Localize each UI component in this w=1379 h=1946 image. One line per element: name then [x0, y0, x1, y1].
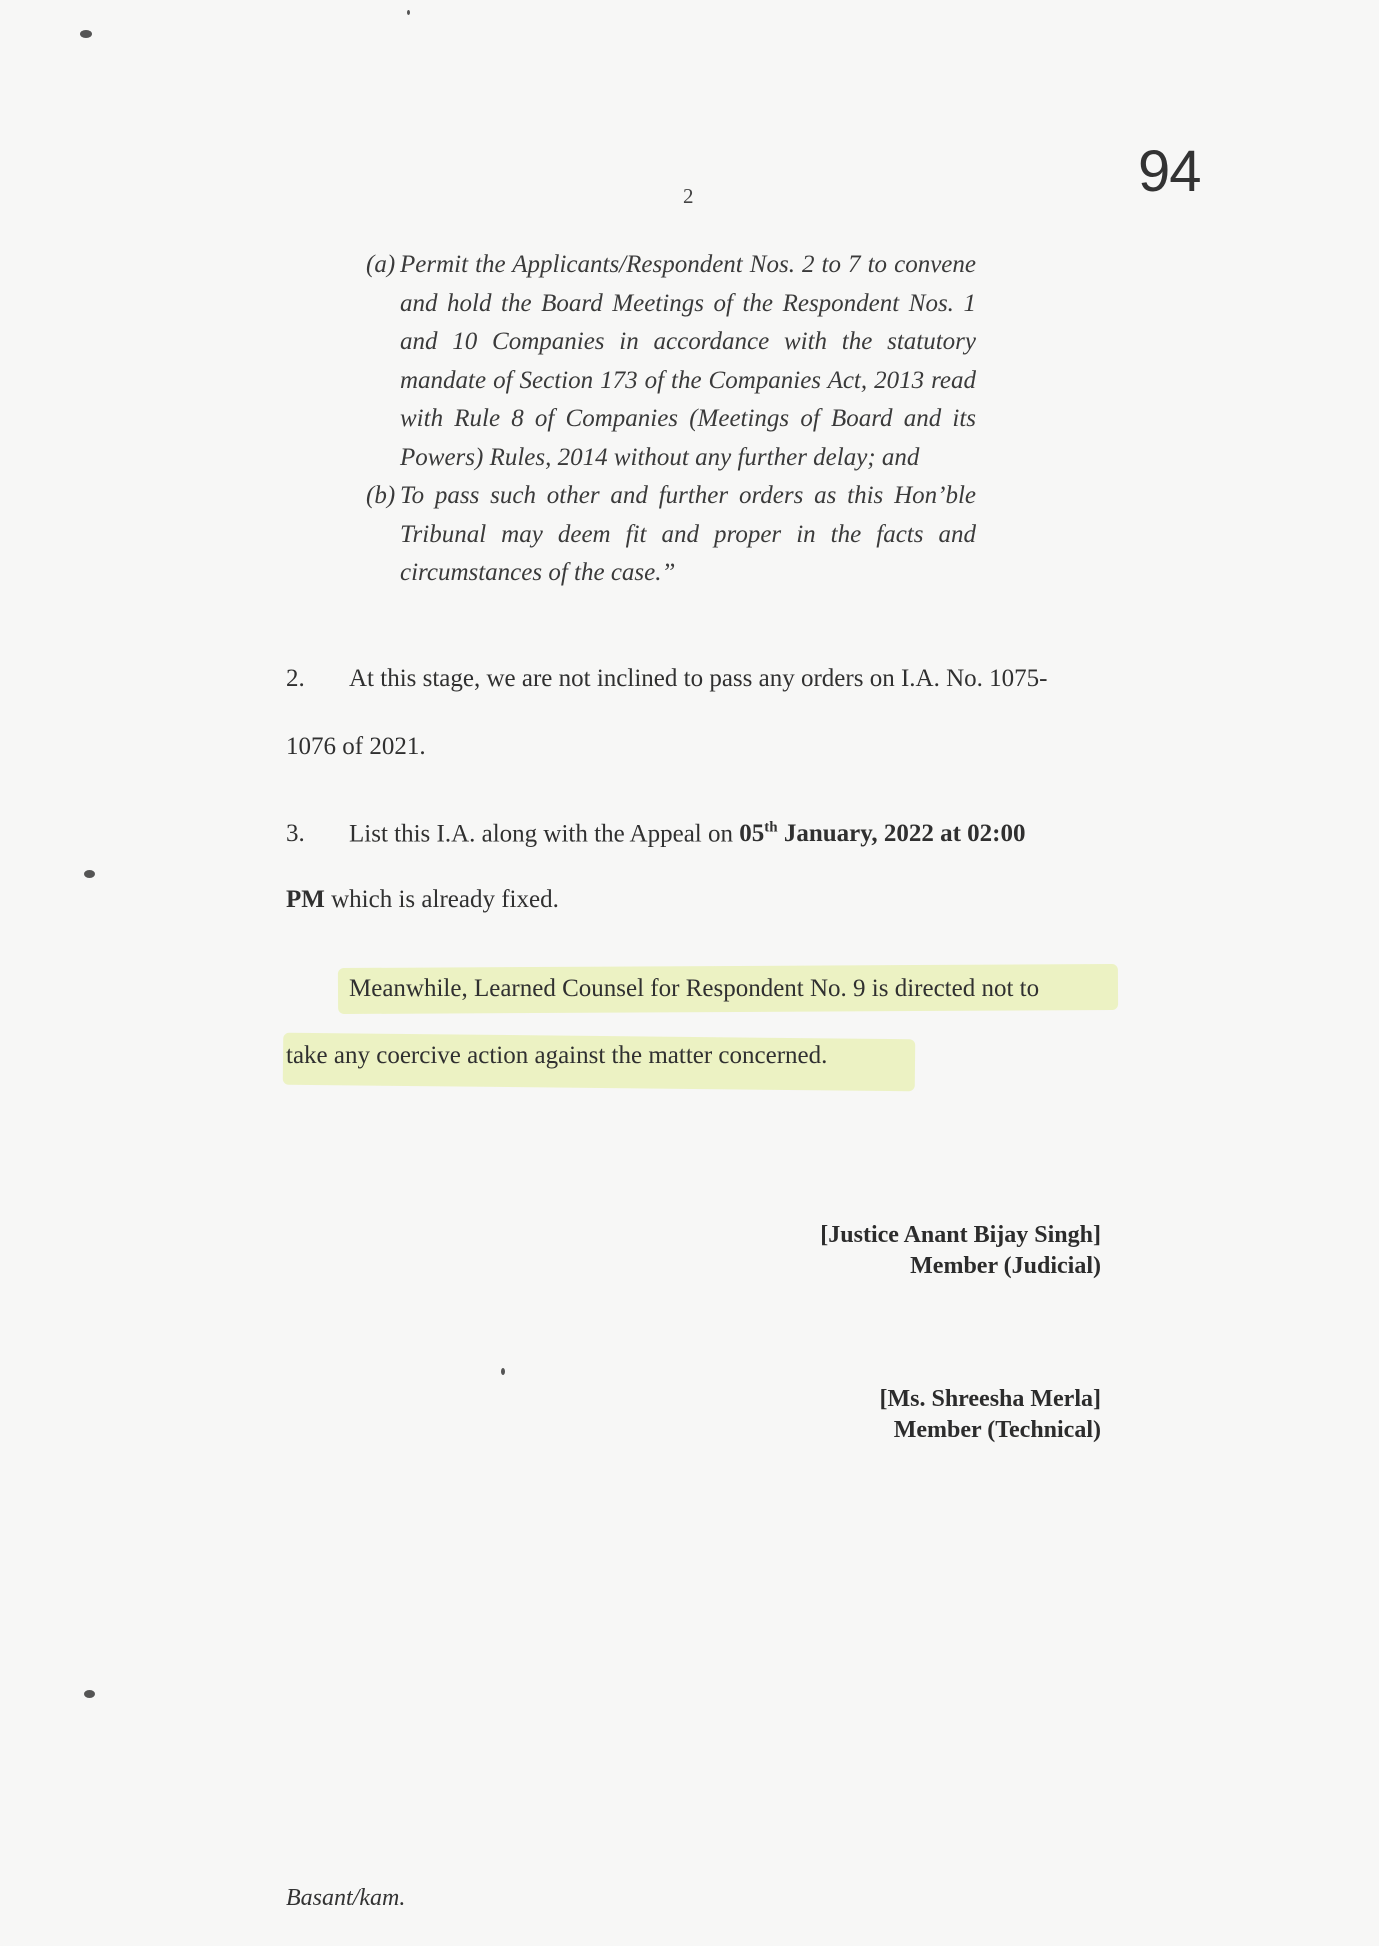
paragraph-line: 1076 of 2021.	[286, 733, 426, 760]
page-number: 2	[683, 184, 694, 208]
signatory-role: Member (Technical)	[893, 1417, 1101, 1443]
paragraph-number: 2.	[286, 665, 305, 692]
scan-speck	[84, 870, 95, 878]
clause-text: Permit the Applicants/Respondent Nos. 2 to 7 to convene and hold the Board Meetings of the Respondent Nos. 1 and 10 Companies in accordance with the statutory mandate of Section 173 of the Companies Act, 2013 read with Rule 8 of Companies (Meetings of Board and its Powers) Rules, 2014 without any further delay; and	[400, 251, 976, 471]
paragraph-line: Meanwhile, Learned Counsel for Respondent No. 9 is directed not to	[349, 975, 1040, 1002]
scan-speck	[84, 1690, 95, 1698]
paragraph-line	[286, 886, 559, 914]
text-run: 05	[739, 820, 765, 848]
scan-speck	[80, 30, 92, 38]
scan-speck	[407, 10, 410, 15]
text-run: which is already fixed.	[324, 886, 559, 913]
signatory-name: [Justice Anant Bijay Singh]	[820, 1222, 1101, 1248]
prayer-clause-a	[366, 246, 976, 477]
signatory-2	[879, 1384, 1101, 1446]
signatory-role: Member (Judicial)	[910, 1253, 1101, 1279]
paragraph-line: At this stage, we are not inclined to pass any orders on I.A. No. 1075-	[349, 665, 1048, 692]
clause-label: (b)	[366, 482, 396, 509]
hearing-date	[739, 820, 1025, 847]
hearing-time: PM	[286, 886, 325, 913]
text-run: January, 2022 at 02:00	[777, 820, 1026, 848]
signatory-1	[820, 1220, 1101, 1282]
signatory-name: [Ms. Shreesha Merla]	[879, 1386, 1101, 1412]
text-run: List this I.A. along with the Appeal on	[349, 820, 740, 848]
ordinal-suffix: th	[764, 820, 778, 836]
paragraph-line: take any coercive action against the matter concerned.	[286, 1042, 828, 1069]
paragraph-number: 3.	[286, 820, 305, 847]
clause-text: To pass such other and further orders as this Hon’ble Tribunal may deem fit and proper in the facts and circumstances of the case.”	[400, 482, 976, 586]
scan-speck	[501, 1368, 505, 1375]
initials-footer: Basant/kam.	[286, 1885, 406, 1911]
paragraph-line	[349, 820, 1026, 848]
prayer-clauses	[366, 246, 976, 593]
handwritten-page-stamp: 94	[1138, 139, 1201, 204]
clause-label: (a)	[366, 251, 396, 278]
prayer-clause-b	[366, 477, 976, 593]
